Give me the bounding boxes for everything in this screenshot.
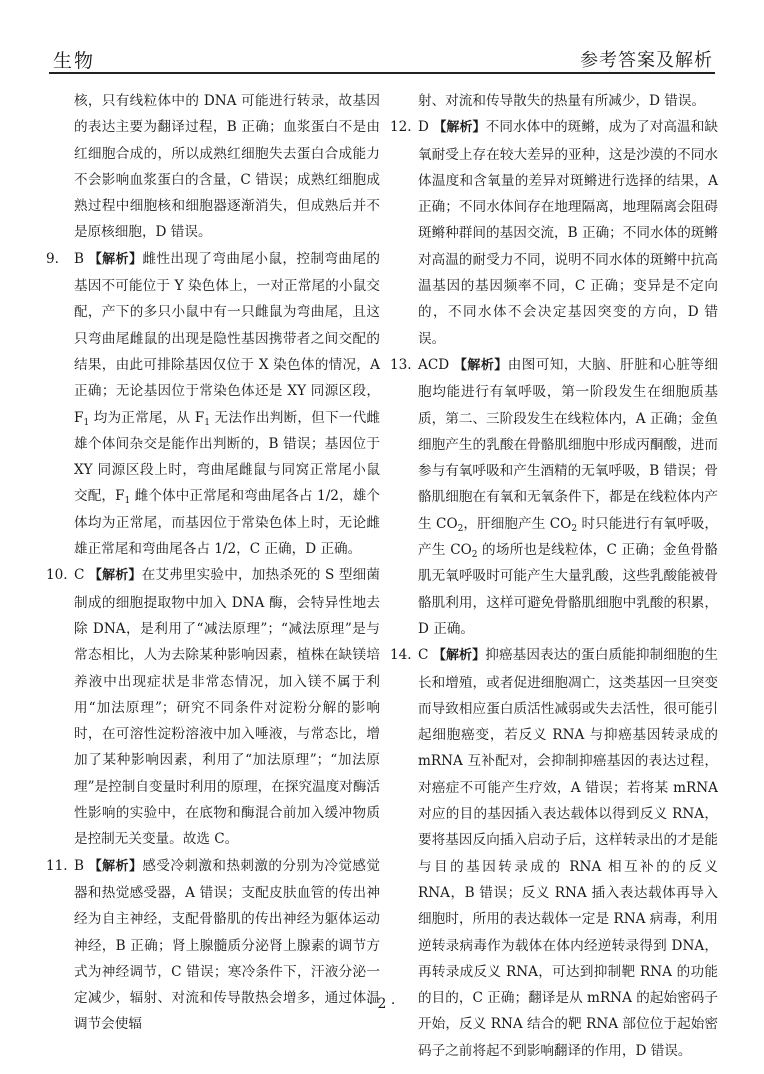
answer-13: [390, 352, 719, 642]
subscript: 1: [83, 417, 90, 428]
right-column: [390, 88, 719, 1064]
question-number: 13.: [390, 356, 412, 373]
answer-text: 感受冷刺激和热刺激的分别为冷觉感觉器和热觉感受器，A 错误；支配皮肤血管的传出神经为自主神经，支配骨骼肌的传出神经为躯体运动神经，B 正确；肾上腺髓质分泌肾上腺素的调节方式为神经调节，C 错误；寒冷条件下，汗液分泌一定减少，辐射、对流和传导散热会增多，通过体温调节会使辐: [74, 857, 380, 1033]
answer-letter: B: [74, 250, 84, 267]
answer-letter: C: [74, 567, 85, 584]
continuation-text: 射、对流和传导散失的热量有所减少，D 错误。: [418, 93, 706, 109]
answer-letter: D: [418, 119, 429, 136]
subscript: 2: [457, 523, 464, 534]
answer-9: [46, 246, 380, 563]
continuation-text: 核，只有线粒体中的 DNA 可能进行转录，故基因的表达主要为翻译过程，B 正确；血浆蛋白不是由红细胞合成的，所以成熟红细胞失去蛋白合成能力不会影响血浆蛋白的含量，C 错误；成熟红细胞成熟过程中细胞核和细胞器逐渐消失，但成熟后并不是原核细胞，D 错误。: [74, 93, 380, 241]
subscript: 2: [471, 550, 478, 561]
page-header: [49, 42, 715, 74]
page-number: · 2 ·: [368, 996, 396, 1012]
question-number: 9.: [46, 250, 59, 267]
subscript: 1: [124, 496, 131, 507]
answer-text: 均为正常尾，从 F: [89, 409, 205, 426]
question-number: 12.: [390, 119, 412, 136]
analysis-tag: 【解析】: [88, 858, 143, 874]
question-number: 11.: [46, 857, 68, 874]
answer-text: 抑癌基因表达的蛋白质能抑制细胞的生长和增殖，或者促进细胞凋亡，这类基因一旦突变而导致相应蛋白质活性减弱或失去活性，很可能引起细胞癌变，若反义 RNA 与抑癌基因转录成的 mRNA 互补配对，会抑制抑癌基因的表达过程，对癌症不可能产生疗效，A 错误；若将某 mRNA 对应的目的基因插入表达载体以得到反义 RNA，要将基因反向插入启动子后，这样转录出的才是能与目的基因转录成的 RNA 相互补的的反义 RNA，B 错误；反义 RNA 插入表达载体再导入细胞时，所用的表达载体一定是 RNA 病毒，利用逆转录病毒作为载体在体内经逆转录得到 DNA，再转录成反义 RNA，可达到抑制靶 RNA 的功能的目的，C 正确；翻译是从 mRNA 的起始密码子开始，反义 RNA 结合的靶 RNA 部位位于起始密码子之前将起不到影响翻译的作用，D 错误。: [418, 647, 719, 1059]
analysis-tag: 【解析】: [88, 568, 142, 584]
subscript: 1: [204, 417, 211, 428]
answer-letter: C: [418, 647, 429, 664]
answer-letter: B: [74, 857, 84, 874]
analysis-tag: 【解析】: [88, 251, 143, 267]
answer-text: 不同水体中的斑鳉，成为了对高温和缺氧耐受上存在较大差异的亚种，这是沙漠的不同水体温度和含氧量的差异对斑鳉进行选择的结果，A 正确；不同水体间存在地理隔离，地理隔离会阻碍斑鳉种群间的基因交流，B 正确；不同水体的斑鳉对高温的耐受力不同，说明不同水体的斑鳉中抗高温基因的基因频率不同，C 正确；变异是不定向的，不同水体不会决定基因突变的方向，D 错误。: [418, 119, 718, 347]
question-number: 14.: [390, 647, 412, 664]
analysis-tag: 【解析】: [453, 357, 508, 373]
answer-text: 由图可知，大脑、肝脏和心脏等细胞均能进行有氧呼吸，第一阶段发生在细胞质基质，第二、三阶段发生在线粒体内，A 正确；金鱼细胞产生的乳酸在骨骼肌细胞中形成丙酮酸，进而参与有氧呼吸和产生酒精的无氧呼吸，B 错误；骨骼肌细胞在有氧和无氧条件下，都是在线粒体内产生 CO: [418, 356, 718, 532]
answer-text: 的场所也是线粒体，C 正确；金鱼骨骼肌无氧呼吸时可能产生大量乳酸，这些乳酸能被骨骼肌利用，这样可避免骨骼肌细胞中乳酸的积累，D 正确。: [418, 542, 718, 637]
header-title: 参考答案及解析: [580, 50, 713, 71]
answer-text: 在艾弗里实验中，加热杀死的 S 型细菌制成的细胞提取物中加入 DNA 酶，会特异性地去除 DNA，是利用了“减法原理”；“减法原理”是与常态相比，人为去除某种影响因素，植株在缺镁培养液中出现症状是非常态情况，加入镁不属于利用“加法原理”；研究不同条件对淀粉分解的影响时，在可溶性淀粉溶液中加入唾液，与常态比，增加了某种影响因素，利用了“加法原理”；“加法原理”是控制自变量时利用的原理，在探究温度对酶活性影响的实验中，在底物和酶混合前加入缓冲物质是控制无关变量。故选 C。: [74, 567, 381, 848]
subject-label: 生物: [53, 50, 96, 72]
answer-letter: ACD: [418, 356, 450, 373]
answer-12: [390, 114, 718, 352]
subscript: 2: [571, 523, 578, 534]
answer-text: 雌个体中正常尾和弯曲尾各占 1/2，雄个体均为正常尾，而基因位于常染色体上时，无论雌雄正常尾和弯曲尾各占 1/2，C 正确，D 正确。: [74, 488, 380, 558]
left-column: [46, 88, 381, 1038]
answer-text: 无法作出判断，但下一代雌雄个体间杂交是能作出判断的，B 错误；基因位于 XY 同源区段上时，弯曲尾雌鼠与同窝正常尾小鼠交配，F: [74, 409, 380, 505]
answer-text: 时只能进行有氧呼吸，产生 CO: [418, 515, 719, 559]
answer-text: 雌性出现了弯曲尾小鼠，控制弯曲尾的基因不可能位于 Y 染色体上，一对正常尾的小鼠交配，产下的多只小鼠中有一只雌鼠为弯曲尾，且这只弯曲尾雌鼠的出现是隐性基因携带者之间交配的结果，由此可排除基因仅位于 X 染色体的情况，A 正确；无论基因位于常染色体还是 XY 同源区段，F: [74, 250, 380, 426]
answer-text: ，肝细胞产生 CO: [463, 515, 572, 532]
analysis-tag: 【解析】: [433, 120, 486, 136]
question-number: 10.: [46, 567, 68, 584]
answer-10: [46, 562, 381, 852]
analysis-tag: 【解析】: [432, 648, 486, 664]
